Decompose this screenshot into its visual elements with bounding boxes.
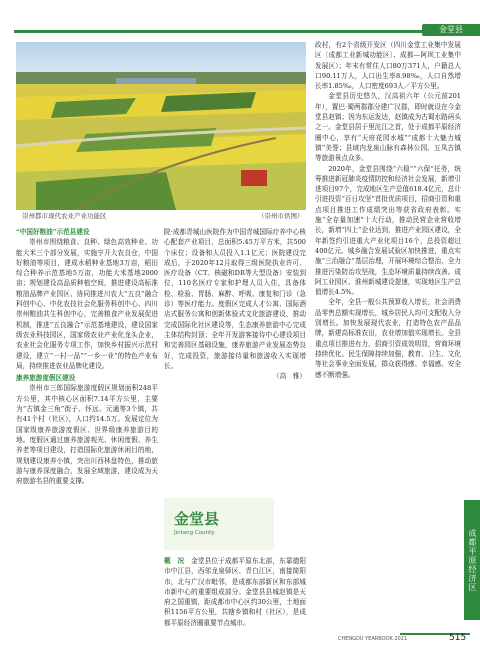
page-header — [0, 0, 480, 34]
right-paragraph-4: 全年，全县一般公共预算收入增长，社会消费品零售总额实现增长，城乡居民人均可支配收入分别增长。加快发展现代农业，打造特色农产品品牌，新建高标准农田，农业增加值实现增长。全县重点项目推进有力，招商引资成效明显，营商环境持续优化。民生保障持续加强，教育、卫生、文化等社会事业全面发展，群众获得感、幸福感、安全感不断增强。 — [315, 298, 461, 379]
right-paragraph-3: 2020年，金堂县围绕“六稳”“六保”任务，统筹推进新冠肺炎疫情防控和经济社会发展，新增引进项目97个，完成地区生产总值618.4亿元，总计引进投资“百日攻坚”首批优质项目，招商引资和重点项目推进工作成绩突出等获省政府表彰。实施“全存量加速”十大行动，推动民营企业营收增长，新增“四上”企业达到，推进产业园区建设，全年新签约引进重大产业化项目16个，总投资超过400亿元。城乡融合发展试验区加快推进，重点实施“三治融合”基层治理，开展环境综合整治，全力推进污染防治攻坚战，生态环境质量持续改善。成阿工业园区、淮州新城建设提速，实现地区生产总值增长4.5%。 — [315, 164, 461, 297]
author-signature: （高 雅） — [273, 372, 306, 381]
county-title: 金堂县 — [174, 510, 220, 528]
middle-column — [164, 227, 306, 489]
right-paragraph-1: 政村，有2个省级开发区（四川金堂工业集中发展区〔成都工业新城功能区〕、成都—阿坝工业集中发展区）；年末有常住人口80万371人，户籍总人口90.11万人，人口出生率8.98‰，人口自然增长率1.85‰，人口密度693人／平方公里。 — [315, 41, 461, 91]
overview-paragraph: 金堂县位于成都平原东北部，东靠德阳市中江县，西邻龙泉驿区、青白江区，南接简阳市，北与广汉市毗邻，是成都东部新区和东部城市新中心的重要组成部分。金堂县县城赵镇是天府之国重镇，距成都市中心区约30公里，土地面积1156平方公里，共辖乡镇和村（社区），是成都平原经济圈重要节点城市。 — [164, 557, 306, 627]
right-column — [315, 40, 461, 626]
footer-yearbook: CHENGDU YEARBOOK 2021 — [338, 636, 408, 642]
farmland-photo — [16, 42, 306, 210]
section-sidebar: 成都平原经济区 — [464, 500, 480, 620]
photo-credit: （崇州市供图） — [258, 212, 304, 220]
heading-health-tourism: 康养旅游度假区建设 — [16, 374, 76, 383]
overview-column — [164, 556, 306, 628]
heading-good-grain: “中国好粮油”示范县建设 — [16, 228, 90, 236]
county-heading-box — [164, 498, 274, 550]
left-paragraph-2: 崇州市三郎国际旅游度假区规划面积248平方公里，其中核心区面积7.14平方公里，主要为“古镇金三角”街子、怀远、元通等3个镇，共有41个村（社区），人口约14.5万。发展定位为国家级康养旅游度假区、世界级康养旅游目的地。度假区通过康养旅游观光、休闲度假、养生养老等项目建设，打造国际化旅游休闲目的地，规划建设康养小镇，突出川西林盘特色，推动旅游与康养深度融合，发展全域旅游，建设成为天府旅游名县的重要支撑。 — [16, 384, 158, 486]
heading-overview: 概 况 — [164, 557, 185, 565]
middle-paragraph-1: 院·成都青城山医院作为中国青城国际疗养中心核心配套产业项目，总面积5.45万平方米，共500个床位；设备和人员投入1.1亿元；医院建设完成后，于2020年12月取得三级医院执业许可、医疗设备（CT、核磁和DR等大型设备）安装到位，110名医疗专家和护理人员入住，具备体检、检验、胃肠、麻醉、呼吸、康复和门诊（急诊）等医疗能力。度假区完成人才公寓、国际酒店式服务公寓和创新体验式文化旅游建设，推动完成国际化社区建设等，生态康养旅游中心完成主体结构封顶；全年开发游客接待中心建设项目和完善园区基础设施，康养旅游产业发展态势良好，完成投资，旅游接待量和旅游收入实现增长。 — [164, 228, 306, 370]
header-rule — [14, 30, 480, 33]
left-column — [16, 227, 158, 627]
left-paragraph-1: 崇州市围绕粮食、良种、绿色高效种业、功能大米三个部分发展，实施亨开大农良仓，中国好粮油等项目，建成水稻种业基地3万亩，稻田综合种养示范基地5万亩，功能大米基地2000亩；规划建设高品质种植空间，推进建设高标准粮油品牌产业园区、协同推进川农大“五良”融合科创中心、中化农技社会化服务科创中心、四川崇州粮油共生科创中心，完善粮食产业发展促进机制，推进“五良融合”示范基地建设，建设国家级农业科技园区，国家级农业产业化龙头企业，农业社会化服务专项工作，加快乡村振兴示范村建设，建立“一村一品”“一乡一业”的特色产业布局，持续推进农业品牌化建设。 — [16, 238, 158, 370]
right-paragraph-2: 金堂县历史悠久，汉高祖六年（公元前201年），置巴·蜀两郡郡分建广汉郡，即时就设在今金堂县赵镇；因为东运发达，赵镇成为古蜀水路码头之一。金堂县居于里沱江之首，处于成都平原经济圈中心，享有“天府花园水城”“成都十大魅力城镇”美誉；县域内龙泉山脉有森林公园、五凤古镇等旅游景点众多。 — [315, 92, 461, 163]
photo-caption: 崇州都市现代农业产业功能区 — [22, 212, 107, 220]
section-tab: 金堂县 — [422, 24, 480, 36]
county-subtitle: Jintang County — [174, 530, 215, 536]
page-number: 515 — [449, 633, 467, 643]
